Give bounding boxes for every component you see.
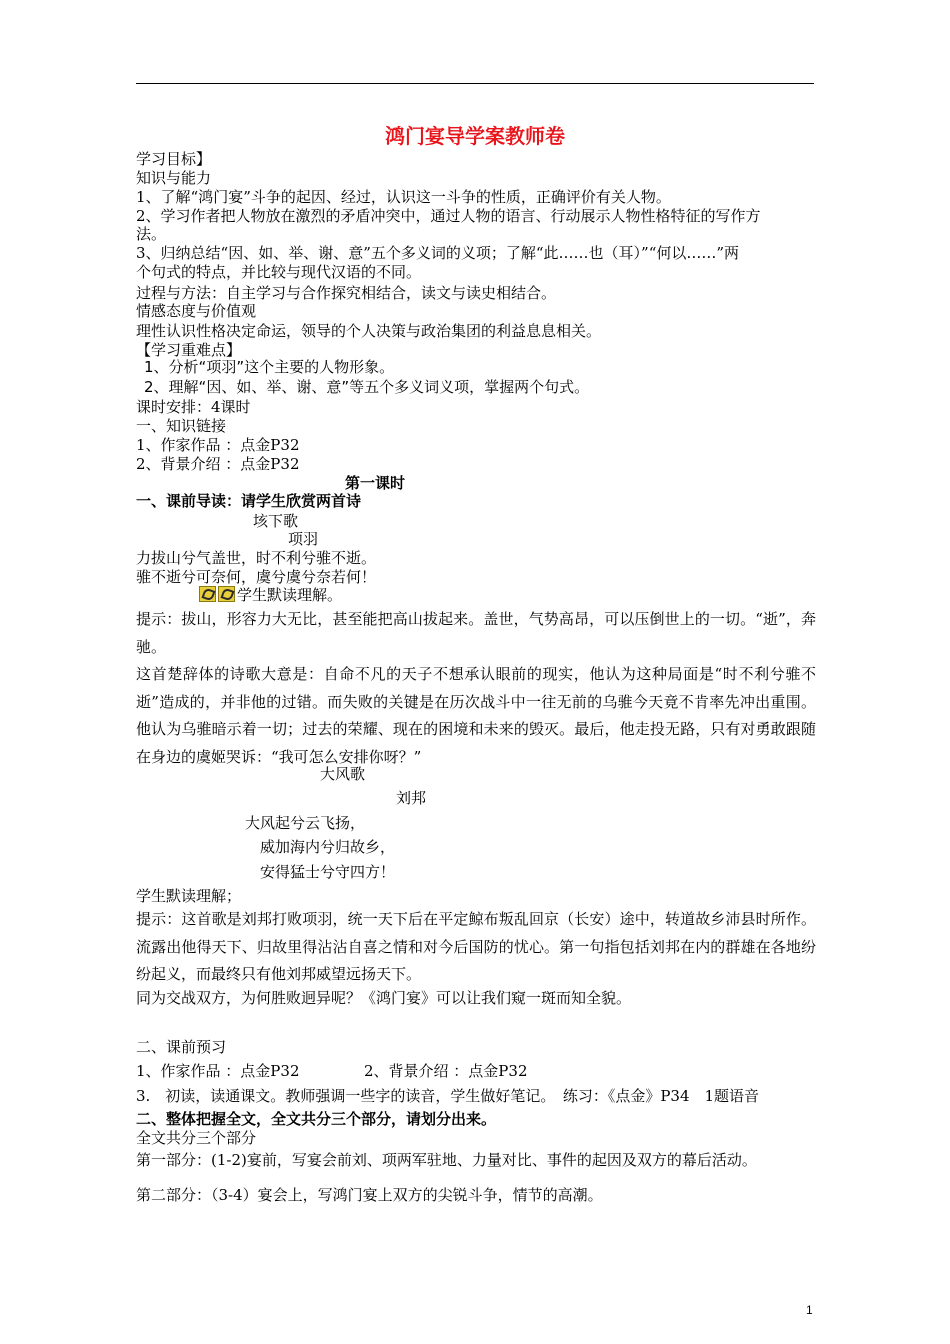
pencil-icon [199, 586, 216, 602]
goal-item-3: 3、归纳总结“因、如、举、谢、意”五个多义词的义项；了解“此……也（耳）”“何以……”两 [136, 244, 740, 262]
silent-reading-1-text: 学生默读理解。 [237, 586, 343, 604]
section-knowledge-link: 一、知识链接 [136, 417, 227, 435]
schedule: 课时安排：4课时 [136, 398, 251, 416]
section-preview: 二、课前预习 [136, 1038, 227, 1056]
document-title: 鸿门宴导学案教师卷 [385, 124, 565, 148]
poem2-line3: 安得猛士兮守四方！ [260, 863, 396, 881]
transition-sentence: 同为交战双方，为何胜败迥异呢？《鸿门宴》可以让我们窥一斑而知全貌。 [136, 989, 632, 1007]
key-point-2: 2、理解“因、如、举、谢、意”等五个多义词义项，掌握两个句式。 [144, 378, 590, 396]
link-item-2: 2、背景介绍 ：点金P32 [136, 455, 300, 473]
section-key-points: 【学习重难点】 [136, 341, 242, 359]
poem2-line1: 大风起兮云飞扬， [245, 814, 366, 832]
header-rule [136, 83, 814, 84]
section-learning-goals: 学习目标】 [136, 150, 212, 168]
hint-paragraph-1: 提示：拔山，形容力大无比，甚至能把高山拔起来。盖世，气势高昂，可以压倒世上的一切。“逝”，奔驰。 [136, 610, 816, 656]
process-method: 过程与方法：自主学习与合作探究相结合，读文与读史相结合。 [136, 284, 557, 302]
heading-emotion-values: 情感态度与价值观 [136, 302, 257, 320]
goal-item-2: 2、学习作者把人物放在激烈的矛盾冲突中，通过人物的语言、行动展示人物性格特征的写作方 [136, 207, 761, 225]
preview-item-1: 1、作家作品 ：点金P32 [136, 1062, 300, 1080]
emotion-values-text: 理性认识性格决定命运，领导的个人决策与政治集团的利益息息相关。 [136, 322, 602, 340]
poem2-line2: 威加海内兮归故乡， [260, 838, 396, 856]
heading-knowledge-ability: 知识与能力 [136, 169, 212, 187]
page-number: 1 [806, 1303, 813, 1317]
key-point-1: 1、分析“项羽”这个主要的人物形象。 [144, 358, 395, 376]
preview-item-2: 2、背景介绍 ：点金P32 [364, 1062, 528, 1080]
hint-paragraph-2: 提示：这首歌是刘邦打败项羽，统一天下后在平定鲸布叛乱回京（长安）途中，转道故乡沛县时所作。流露出他得天下、归故里得沾沾自喜之情和对今后国防的忧心。第一句指包括刘邦在内的群雄在各地纷纷起义，而最终只有他刘邦威望远扬天下。 [136, 910, 816, 984]
preview-item-3: 3. 初读，读通课文。教师强调一些字的读音，学生做好笔记。 练习：《点金》P34 1题语音 [136, 1087, 760, 1105]
overview-intro: 全文共分三个部分 [136, 1129, 257, 1147]
silent-reading-1 [199, 586, 342, 604]
poem2-author: 刘邦 [396, 789, 427, 807]
link-item-1: 1、作家作品 ：点金P32 [136, 436, 300, 454]
poem1-title: 垓下歌 [253, 512, 299, 530]
lesson-one-heading: 第一课时 [345, 474, 406, 492]
goal-item-2-cont: 法。 [136, 225, 167, 243]
goal-item-1: 1、了解“鸿门宴”斗争的起因、经过，认识这一斗争的性质，正确评价有关人物。 [136, 188, 671, 206]
poem1-line1: 力拔山兮气盖世，时不利兮骓不逝。 [136, 549, 377, 567]
goal-item-3-cont: 个句式的特点，并比较与现代汉语的不同。 [136, 263, 422, 281]
part-one: 第一部分：(1-2)宴前，写宴会前刘、项两军驻地、力量对比、事件的起因及双方的幕后活动。 [136, 1151, 757, 1169]
pencil-icon [218, 586, 235, 602]
pre-reading-heading: 一、课前导读：请学生欣赏两首诗 [136, 492, 362, 510]
poem1-explanation: 这首楚辞体的诗歌大意是：自命不凡的天子不想承认眼前的现实，他认为这种局面是“时不利兮骓不逝”造成的，并非他的过错。而失败的关键是在历次战斗中一往无前的乌骓今天竟不肯率先冲出重围。他认为乌骓暗示着一切；过去的荣耀、现在的困境和未来的毁灭。最后，他走投无路，只有对勇敢跟随在身边的虞姬哭诉：“我可怎么安排你呀？” [136, 665, 816, 766]
silent-reading-2: 学生默读理解； [136, 887, 242, 905]
poem2-title: 大风歌 [320, 765, 366, 783]
part-two: 第二部分：（3-4）宴会上，写鸿门宴上双方的尖锐斗争，情节的高潮。 [136, 1186, 603, 1204]
poem1-author: 项羽 [288, 530, 319, 548]
overview-heading: 二、整体把握全文，全文共分三个部分，请划分出来。 [136, 1110, 497, 1128]
poem1-line2: 骓不逝兮可奈何，虞兮虞兮奈若何！ [136, 568, 377, 586]
